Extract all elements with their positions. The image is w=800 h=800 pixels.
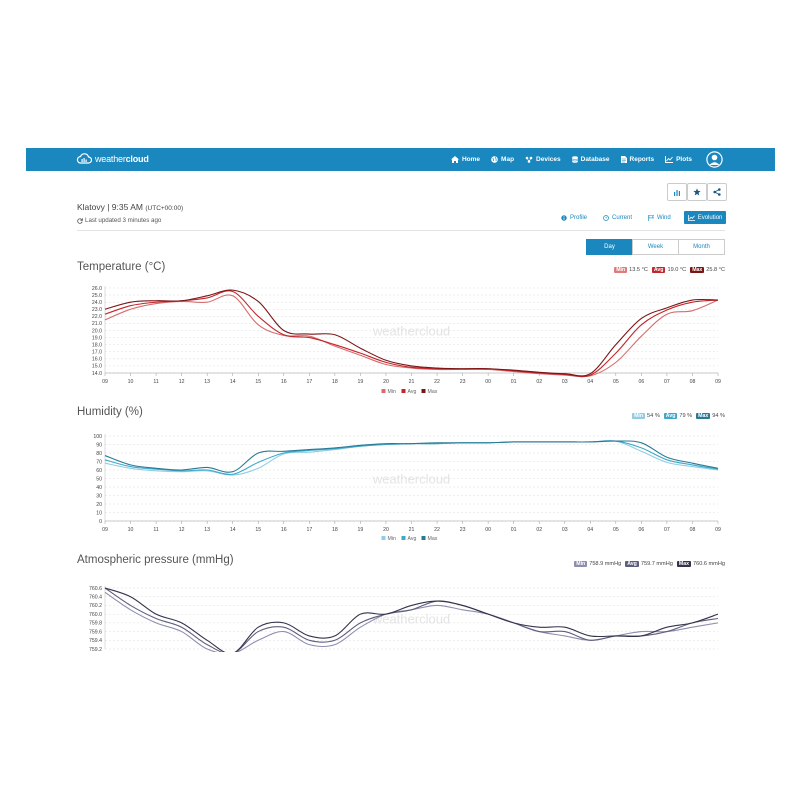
min-value: 13.5 °C (629, 267, 648, 273)
x-tick-label: 18 (331, 527, 338, 533)
x-tick-label: 08 (689, 527, 696, 533)
avg-tag: Avg (665, 413, 676, 419)
y-tick-label: 50 (96, 476, 102, 483)
x-tick-label: 22 (434, 379, 440, 385)
time-range-selector (587, 239, 725, 255)
y-tick-label: 30 (96, 493, 102, 500)
max-tag: Max (692, 267, 703, 273)
series-line-max[interactable] (105, 441, 718, 472)
x-tick-label: 11 (153, 527, 159, 533)
x-tick-label: 07 (664, 379, 670, 385)
y-tick-label: 24.0 (91, 299, 102, 306)
tab-current[interactable] (600, 211, 635, 224)
nav-plots-label: Plots (676, 156, 692, 163)
last-updated (77, 217, 161, 224)
y-tick-label: 759.4 (89, 638, 102, 645)
range-day-button[interactable]: Day (586, 239, 633, 255)
legend-label[interactable]: Max (427, 536, 438, 542)
humidity-chart-title: Humidity (%) (77, 406, 143, 418)
humidity-chart (77, 429, 727, 547)
devices-icon (525, 156, 533, 163)
station-title (77, 202, 183, 212)
y-tick-label: 70 (96, 459, 102, 466)
nav-plots[interactable] (665, 156, 692, 163)
station-tabs (558, 211, 726, 224)
x-tick-label: 21 (408, 379, 415, 385)
y-tick-label: 760.2 (89, 603, 102, 610)
last-updated-text: Last updated 3 minutes ago (85, 217, 162, 224)
document-icon (621, 156, 627, 163)
y-tick-label: 20.0 (91, 328, 102, 335)
nav-reports[interactable] (621, 156, 655, 163)
x-tick-label: 09 (102, 527, 108, 533)
x-tick-label: 01 (510, 379, 517, 385)
legend-label[interactable]: Min (387, 536, 396, 542)
y-tick-label: 760.6 (89, 585, 102, 592)
watermark: weathercloud (372, 611, 451, 627)
y-tick-label: 14.0 (91, 370, 102, 377)
x-tick-label: 16 (280, 527, 287, 533)
pressure-min-summary (574, 561, 621, 567)
humidity-max-summary (696, 413, 725, 419)
x-tick-label: 20 (383, 527, 389, 533)
y-tick-label: 0 (99, 518, 102, 525)
y-tick-label: 19.0 (91, 335, 102, 342)
pressure-avg-summary (625, 561, 673, 567)
x-tick-label: 12 (178, 379, 185, 385)
legend-label[interactable]: Avg (407, 389, 417, 395)
x-tick-label: 05 (612, 379, 619, 385)
watermark: weathercloud (372, 323, 451, 339)
x-tick-label: 05 (612, 527, 619, 533)
x-tick-label: 19 (357, 527, 364, 533)
humidity-summary (632, 413, 725, 419)
x-tick-label: 23 (459, 379, 466, 385)
legend-swatch (402, 389, 406, 393)
avg-value: 19.0 °C (667, 267, 687, 273)
x-tick-label: 04 (587, 527, 594, 533)
avg-value: 759.7 mmHg (640, 561, 673, 567)
header-divider (77, 230, 725, 231)
x-tick-label: 06 (638, 379, 645, 385)
nav-home-label: Home (461, 156, 481, 163)
pressure-chart (77, 582, 727, 652)
share-button[interactable] (707, 183, 727, 201)
max-tag: Max (698, 413, 709, 419)
x-tick-label: 15 (255, 527, 262, 533)
x-tick-label: 17 (306, 527, 313, 533)
x-tick-label: 07 (664, 527, 670, 533)
temperature-max-summary (690, 267, 725, 273)
x-tick-label: 03 (561, 379, 568, 385)
brand-name: weathercloud (95, 153, 149, 164)
station-name-time: Klatovy | 9:35 AM (77, 202, 146, 212)
chart-icon (665, 156, 673, 163)
x-tick-label: 08 (689, 379, 696, 385)
x-tick-label: 21 (408, 527, 415, 533)
nav-devices[interactable] (525, 156, 561, 163)
x-tick-label: 09 (102, 379, 108, 385)
y-tick-label: 20 (96, 501, 102, 508)
nav-home[interactable] (451, 156, 480, 163)
x-tick-label: 02 (536, 379, 543, 385)
clock-icon (603, 215, 609, 221)
tab-evolution[interactable] (684, 211, 727, 224)
x-tick-label: 13 (204, 527, 211, 533)
legend-swatch (422, 536, 426, 540)
y-tick-label: 760.0 (89, 611, 102, 618)
legend-swatch (382, 536, 386, 540)
tab-evolution-label: Evolution (697, 214, 723, 221)
x-tick-label: 02 (536, 527, 543, 533)
x-tick-label: 04 (587, 379, 594, 385)
min-tag: Min (616, 267, 626, 273)
min-tag: Min (576, 561, 586, 567)
min-value: 54 % (647, 413, 660, 419)
legend-swatch (402, 536, 406, 540)
legend-swatch (422, 389, 426, 393)
star-icon (693, 188, 701, 196)
tab-profile-label: Profile (570, 214, 588, 221)
x-tick-label: 01 (510, 527, 517, 533)
temperature-summary (614, 267, 725, 273)
x-tick-label: 10 (127, 379, 134, 385)
chart-icon (688, 215, 695, 221)
y-tick-label: 100 (93, 433, 102, 440)
tab-current-label: Current (612, 214, 633, 221)
x-tick-label: 13 (204, 379, 211, 385)
x-tick-label: 10 (127, 527, 134, 533)
avg-tag: Avg (627, 561, 637, 567)
min-value: 758.9 mmHg (589, 561, 622, 567)
x-tick-label: 22 (434, 527, 440, 533)
y-tick-label: 760.4 (89, 594, 102, 601)
y-tick-label: 25.0 (91, 292, 102, 299)
y-tick-label: 17.0 (91, 349, 102, 356)
nav-map-label: Map (501, 156, 515, 163)
nav-reports-label: Reports (629, 156, 655, 163)
favorite-button[interactable] (687, 183, 707, 201)
x-tick-label: 00 (485, 527, 492, 533)
temperature-avg-summary (652, 267, 686, 273)
tab-wind-label: Wind (657, 214, 671, 221)
y-tick-label: 80 (96, 450, 102, 457)
x-tick-label: 03 (561, 527, 568, 533)
series-line-avg[interactable] (105, 441, 718, 475)
tab-profile[interactable] (558, 211, 590, 224)
x-tick-label: 09 (715, 379, 721, 385)
x-tick-label: 15 (255, 379, 262, 385)
y-tick-label: 18.0 (91, 342, 102, 349)
y-tick-label: 60 (96, 467, 102, 474)
chart-view-button[interactable] (667, 183, 687, 201)
y-tick-label: 22.0 (91, 314, 102, 321)
y-tick-label: 90 (96, 442, 102, 449)
user-avatar-icon[interactable] (706, 151, 723, 168)
x-tick-label: 12 (178, 527, 185, 533)
y-tick-label: 26.0 (91, 285, 102, 292)
x-tick-label: 06 (638, 527, 645, 533)
y-tick-label: 759.6 (89, 629, 102, 636)
y-tick-label: 21.0 (91, 321, 102, 328)
bar-chart-icon (673, 189, 681, 196)
nav-database[interactable] (572, 156, 610, 163)
refresh-icon (77, 218, 83, 224)
station-timezone: (UTC+00:00) (145, 205, 184, 212)
max-value: 94 % (712, 413, 725, 419)
humidity-avg-summary (664, 413, 692, 419)
x-tick-label: 09 (715, 527, 721, 533)
y-tick-label: 759.2 (89, 646, 102, 652)
avg-value: 79 % (679, 413, 693, 419)
legend-swatch (382, 389, 386, 393)
top-navbar (26, 148, 775, 171)
x-tick-label: 14 (229, 379, 236, 385)
x-tick-label: 17 (306, 379, 313, 385)
max-tag: Max (678, 561, 689, 567)
y-tick-label: 23.0 (91, 307, 102, 314)
home-icon (451, 156, 459, 163)
tab-wind[interactable] (645, 211, 674, 224)
legend-label[interactable]: Avg (407, 536, 417, 542)
range-month-button[interactable]: Month (678, 239, 725, 255)
info-icon (561, 215, 567, 221)
share-icon (713, 188, 721, 196)
temperature-chart-title: Temperature (°C) (77, 261, 166, 273)
database-icon (572, 156, 578, 163)
x-tick-label: 20 (383, 379, 389, 385)
x-tick-label: 11 (153, 379, 159, 385)
y-tick-label: 10 (96, 510, 102, 517)
x-tick-label: 19 (357, 379, 364, 385)
cloud-logo-icon (76, 152, 92, 165)
flag-icon (648, 215, 654, 221)
y-tick-label: 15.0 (91, 363, 102, 370)
max-value: 25.8 °C (706, 267, 725, 273)
pressure-max-summary (677, 561, 725, 567)
x-tick-label: 00 (485, 379, 492, 385)
main-nav (451, 148, 727, 171)
pressure-summary (574, 561, 725, 567)
temperature-chart (77, 282, 727, 400)
y-tick-label: 16.0 (91, 356, 102, 363)
nav-database-label: Database (580, 156, 610, 163)
temperature-min-summary (614, 267, 648, 273)
y-tick-label: 40 (96, 484, 102, 491)
x-tick-label: 14 (229, 527, 236, 533)
legend-label[interactable]: Min (387, 389, 396, 395)
legend-label[interactable]: Max (427, 389, 438, 395)
avg-tag: Avg (653, 267, 664, 273)
range-week-button[interactable]: Week (632, 239, 679, 255)
x-tick-label: 18 (331, 379, 338, 385)
brand-logo[interactable] (76, 152, 149, 165)
watermark: weathercloud (372, 471, 451, 487)
globe-icon (491, 156, 498, 163)
min-tag: Min (634, 413, 644, 419)
nav-devices-label: Devices (536, 156, 561, 163)
nav-map[interactable] (491, 156, 514, 163)
y-tick-label: 759.8 (89, 620, 102, 627)
x-tick-label: 16 (280, 379, 287, 385)
x-tick-label: 23 (459, 527, 466, 533)
pressure-chart-title: Atmospheric pressure (mmHg) (77, 554, 234, 566)
humidity-min-summary (632, 413, 660, 419)
max-value: 760.6 mmHg (692, 561, 725, 567)
